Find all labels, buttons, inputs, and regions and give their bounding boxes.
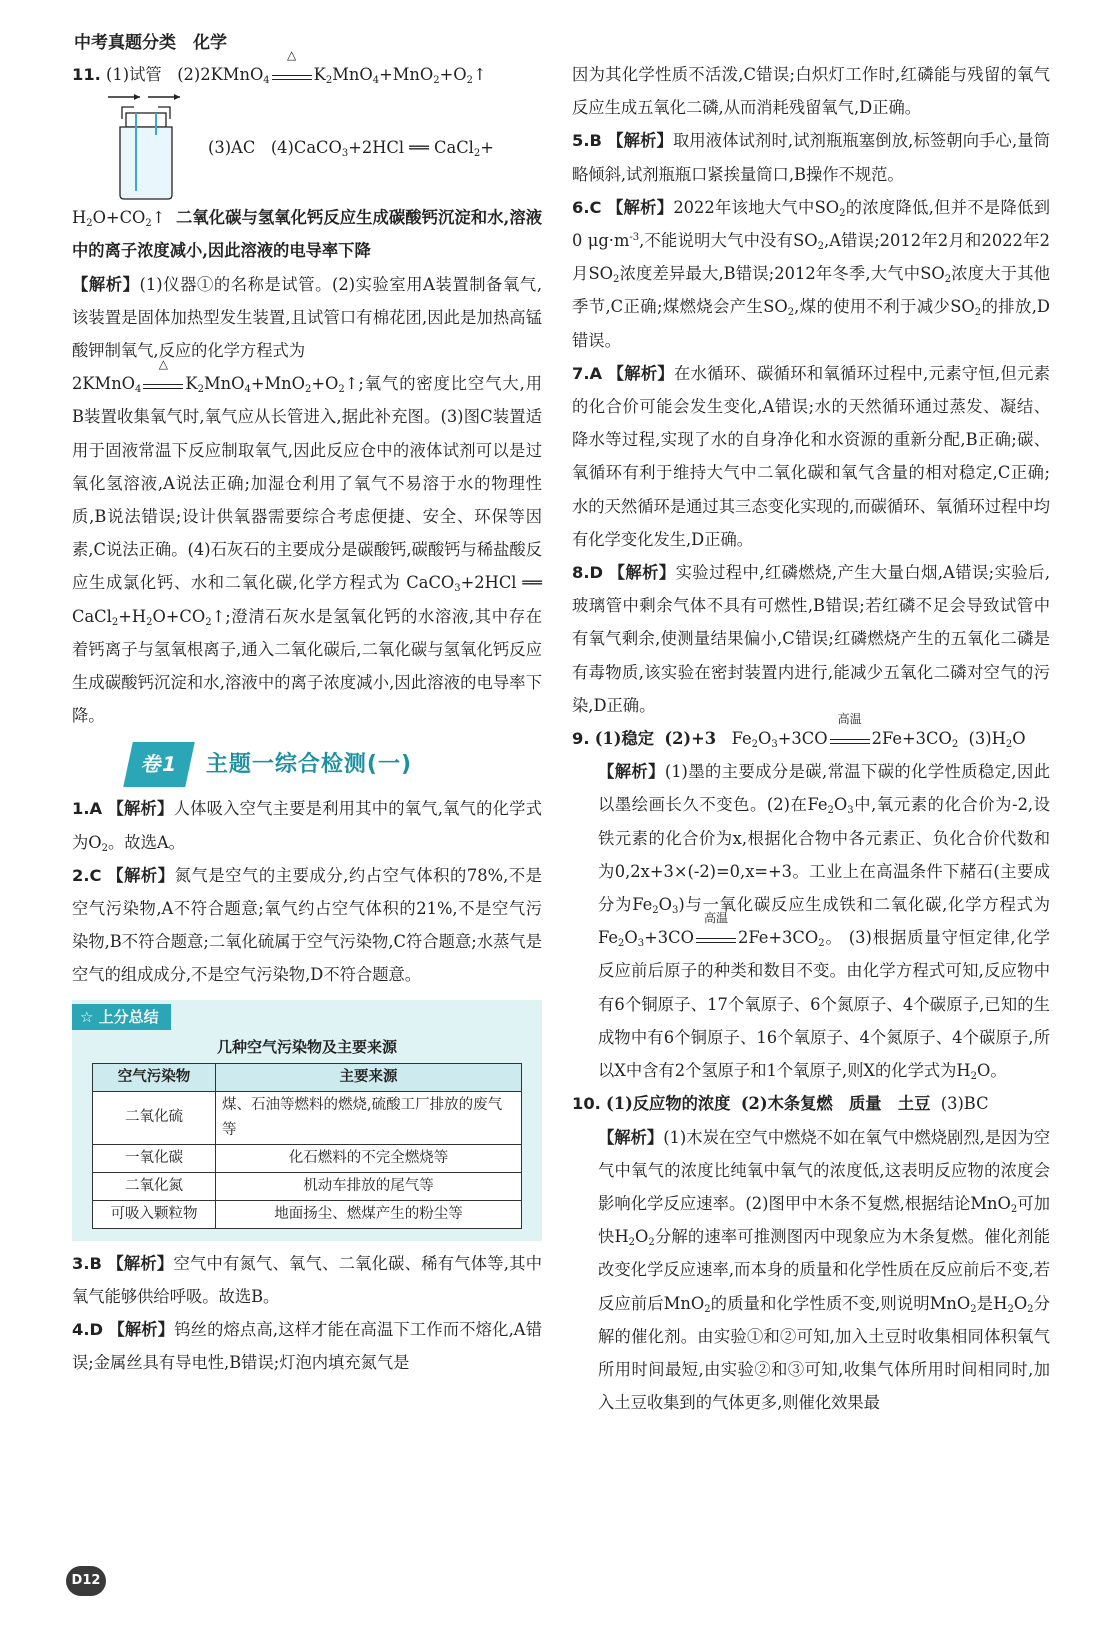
q11-answer-line2: (3)AC (4)CaCO$_3$+2HCl ══ CaCl$_2$+ xyxy=(208,138,494,160)
q9-explanation: 【解析】(1)墨的主要成分是碳,常温下碳的化学性质稳定,因此以墨绘画长久不变色。(2)在$Fe_2O_3$中,氧元素的化合价为-2,设铁元素的化合价为x,根据化合物中各元素正、负化合价代数和为0,2x+3×(-2)=0,x=+3。工业上在高温条件下赭石(主要成分为$Fe_2O_3$)与一氧化碳反应生成铁和二氧化碳,化学方程式为$Fe_2O_3+3CO$ 高温 $2Fe+3CO_2$。 (3)根据质量守恒定律,化学反应前后原子的种类和数目不变。由化学方程式可知,反应物中有6个铜原子、17个氧原子、6个氮原子、4个碳原子,已知的生成物中有6个铜原子、16个氧原子、4个氮原子、4个碳原子,所以X中含有2个氢原子和1个氧原子,则X的化学式为$H_2O$。 xyxy=(598,762,1051,1083)
left-column xyxy=(72,48,543,1380)
table-row: 可吸入颗粒物 地面扬尘、燃煤产生的粉尘等 xyxy=(93,1200,522,1228)
star-icon: ☆ xyxy=(80,1007,99,1026)
q1-answer: 1.A 【解析】人体吸入空气主要是利用其中的氧气,氧气的化学式为$O_2$。故选A。 xyxy=(72,799,542,854)
volume-badge: 卷1 xyxy=(123,742,195,787)
q10-answer: 10. (1)反应物的浓度 (2)木条复燃 质量 土豆 (3)BC xyxy=(572,1094,989,1114)
table-header: 空气污染物 xyxy=(93,1063,216,1091)
right-column xyxy=(572,58,1050,1419)
q4-continued: 因为其化学性质不活泼,C错误;白炽灯工作时,红磷能与残留的氧气反应生成五氧化二磷,从而消耗残留氧气,D正确。 xyxy=(572,65,1050,118)
high-temp-condition: 高温 xyxy=(828,725,872,744)
table-header: 主要来源 xyxy=(216,1063,522,1091)
running-header: 中考真题分类 化学 xyxy=(74,33,227,53)
section-name: 主题一综合检测(一) xyxy=(205,751,413,777)
q6-answer: 6.C 【解析】2022年该地大气中$SO_2$的浓度降低,但并不是降低到0 $\mu g\cdot m^{-3}$,不能说明大气中没有$SO_2,A$错误;2012年2月和2022年2月$SO_2$浓度差异最大,B错误;2012年冬季,大气中$SO_2$浓度大于其他季节,C正确;煤燃烧会产生$SO_2$,煤的使用不利于减少$SO_2$的排放,D错误。 xyxy=(572,197,1050,350)
q2-answer: 2.C 【解析】氮气是空气的主要成分,约占空气体积的78%,不是空气污染物,A不符合题意;氧气约占空气体积的21%,不是空气污染物,B不符合题意;二氧化硫属于空气污染物,C符合题意;水蒸气是空气的组成成分,不是空气污染物,D不符合题意。 xyxy=(72,865,542,985)
q9-answer: 9. (1)稳定 (2)+3 $Fe_2O_3+3CO$ 高温 $2Fe+3CO_2$ $(3)H_2O$ xyxy=(572,712,1026,751)
q11-apparatus-row xyxy=(72,91,542,201)
q11-answer-line3: $H_2O+CO_2↑$ 二氧化碳与氢氧化钙反应生成碳酸钙沉淀和水,溶液中的离子浓度减小,因此溶液的电导率下降 xyxy=(72,208,543,261)
summary-box xyxy=(72,1000,542,1241)
q4-answer: 4.D 【解析】钨丝的熔点高,这样才能在高温下工作而不熔化,A错误;金属丝具有导电性,B错误;灯泡内填充氮气是 xyxy=(72,1320,542,1373)
heat-condition: △ xyxy=(270,61,314,80)
q7-answer: 7.A 【解析】在水循环、碳循环和氧循环过程中,元素守恒,但元素的化合价可能会发生变化,A错误;水的天然循环通过蒸发、凝结、降水等过程,实现了水的自身净化和水资源的重新分配,B正确;碳、氧循环有利于维持大气中二氧化碳和氧气含量的相对稳定,C正确;水的天然循环是通过其三态变化实现的,而碳循环、氧循环过程中均有化学变化发生,D正确。 xyxy=(572,363,1050,549)
q10-explanation: 【解析】(1)木炭在空气中燃烧不如在氧气中燃烧剧烈,是因为空气中氧气的浓度比纯氧中氧气的浓度低,这表明反应物的浓度会影响化学反应速率。(2)图甲中木条不复燃,根据结论MnO$_2$可加快$H_2O_2$分解的速率可推测图丙中现象应为木条复燃。催化剂能改变化学反应速率,而本身的质量和化学性质在反应前后不变,若反应前后MnO$_2$的质量和化学性质不变,则说明MnO$_2$是$H_2O_2$分解的催化剂。由实验①和②可知,加入土豆时收集相同体积氧气所用时间最短,由实验②和③可知,收集气体所用时间相同时,加入土豆收集到的气体更多,则催化效果最 xyxy=(598,1127,1050,1413)
table-row: 一氧化碳 化石燃料的不完全燃烧等 xyxy=(93,1144,522,1172)
q11-answer-line1: 11. (1)试管 (2)2KMnO$_4$ △ $K_2MnO_4+MnO_2+O_2↑$ xyxy=(72,48,487,86)
q8-answer: 8.D 【解析】实验过程中,红磷燃烧,产生大量白烟,A错误;实验后,玻璃管中剩余气体不具有可燃性,B错误;若红磷不足会导致试管中有氧气剩余,使测量结果偏小,C错误;红磷燃烧产生的五氧化二磷是有毒物质,该实验在密封装置内进行,能减少五氧化二磷对空气的污染,D正确。 xyxy=(572,563,1050,715)
q11-explanation: 【解析】(1)仪器①的名称是试管。(2)实验室用A装置制备氧气,该装置是固体加热型发生装置,且试管口有棉花团,因此是加热高锰酸钾制氧气,反应的化学方程式为 2KMnO$_4$ △ $K_2MnO_4+MnO_2+O_2↑$;氧气的密度比空气大,用B装置收集氧气时,氧气应从长管进入,据此补充图。(3)图C装置适用于固液常温下反应制取氧气,因此反应仓中的液体试剂可以是过氧化氢溶液,A说法正确;加湿仓利用了氧气不易溶于水的物理性质,B说法错误;设计供氧器需要综合考虑便捷、安全、环保等因素,C说法正确。(4)石灰石的主要成分是碳酸钙,碳酸钙与稀盐酸反应生成氯化钙、水和二氧化碳,化学方程式为 CaCO$_3$+2HCl ══ $CaCl_2+H_2O+CO_2↑$;澄清石灰水是氢氧化钙的水溶液,其中存在着钙离子与氢氧根离子,通入二氧化碳后,二氧化碳与氢氧化钙反应生成碳酸钙沉淀和水,溶液中的离子浓度减小,因此溶液的电导率下降。 xyxy=(72,274,542,726)
gas-bottle-diagram xyxy=(100,91,190,201)
q3-answer: 3.B 【解析】空气中有氮气、氧气、二氧化碳、稀有气体等,其中氧气能够供给呼吸。故选B。 xyxy=(72,1253,542,1307)
page-number: D12 xyxy=(66,1566,106,1596)
q5-answer: 5.B 【解析】取用液体试剂时,试剂瓶瓶塞倒放,标签朝向手心,量筒略倾斜,试剂瓶瓶口紧挨量筒口,B操作不规范。 xyxy=(572,131,1050,184)
summary-tag: ☆ 上分总结 xyxy=(72,1004,171,1030)
table-row: 二氧化氮 机动车排放的尾气等 xyxy=(93,1172,522,1200)
table-row: 二氧化硫 煤、石油等燃料的燃烧,硫酸工厂排放的废气等 xyxy=(93,1091,522,1144)
pollutant-table xyxy=(92,1063,522,1229)
summary-title: 几种空气污染物及主要来源 xyxy=(216,1037,397,1056)
section-title xyxy=(128,742,542,786)
